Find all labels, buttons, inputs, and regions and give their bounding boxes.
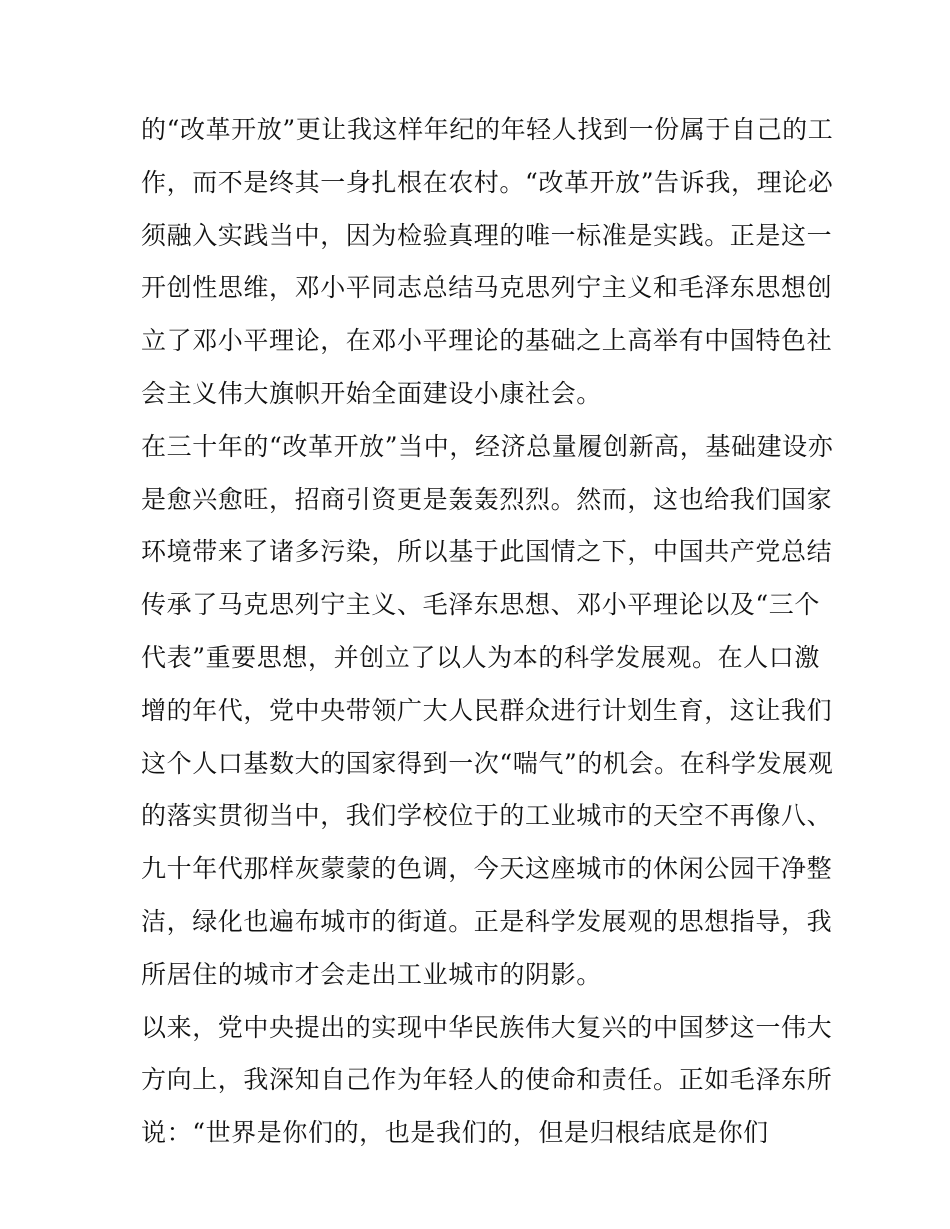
text-line: 立了邓小平理论，在邓小平理论的基础之上高举有中国特色社 (141, 326, 833, 356)
text-line: 在三十年的“改革开放”当中，经济总量履创新高，基础建设亦 (141, 431, 834, 461)
text-line: 这个人口基数大的国家得到一次“喘气”的机会。在科学发展观 (141, 748, 834, 778)
text-line: 所居住的城市才会走出工业城市的阴影。 (141, 959, 602, 989)
body-text (141, 104, 834, 1160)
text-line: 是愈兴愈旺，招商引资更是轰轰烈烈。然而，这也给我们国家 (141, 484, 833, 514)
text-line: 以来，党中央提出的实现中华民族伟大复兴的中国梦这一伟大 (141, 1012, 833, 1042)
text-line: 作，而不是终其一身扎根在农村。“改革开放”告诉我，理论必 (141, 167, 834, 197)
text-line: 环境带来了诸多污染，所以基于此国情之下，中国共产党总结 (141, 537, 833, 567)
text-line: 九十年代那样灰蒙蒙的色调，今天这座城市的休闲公园干净整 (141, 854, 833, 884)
text-line: 须融入实践当中，因为检验真理的唯一标准是实践。正是这一 (141, 220, 833, 250)
text-line: 会主义伟大旗帜开始全面建设小康社会。 (141, 378, 602, 408)
text-line: 传承了马克思列宁主义、毛泽东思想、邓小平理论以及“三个 (141, 590, 820, 620)
text-line: 的“改革开放”更让我这样年纪的年轻人找到一份属于自己的工 (141, 115, 834, 144)
text-line: 增的年代，党中央带领广大人民群众进行计划生育，这让我们 (141, 695, 833, 725)
text-line: 说：“世界是你们的，也是我们的，但是归根结底是你们 (141, 1118, 769, 1148)
text-line: 代表”重要思想，并创立了以人为本的科学发展观。在人口激 (141, 642, 820, 672)
text-line: 方向上，我深知自己作为年轻人的使命和责任。正如毛泽东所 (141, 1065, 833, 1095)
text-line: 的落实贯彻当中，我们学校位于的工业城市的天空不再像八、 (141, 801, 833, 831)
text-line: 洁，绿化也遍布城市的街道。正是科学发展观的思想指导，我 (141, 906, 833, 936)
text-line: 开创性思维，邓小平同志总结马克思列宁主义和毛泽东思想创 (141, 273, 833, 303)
